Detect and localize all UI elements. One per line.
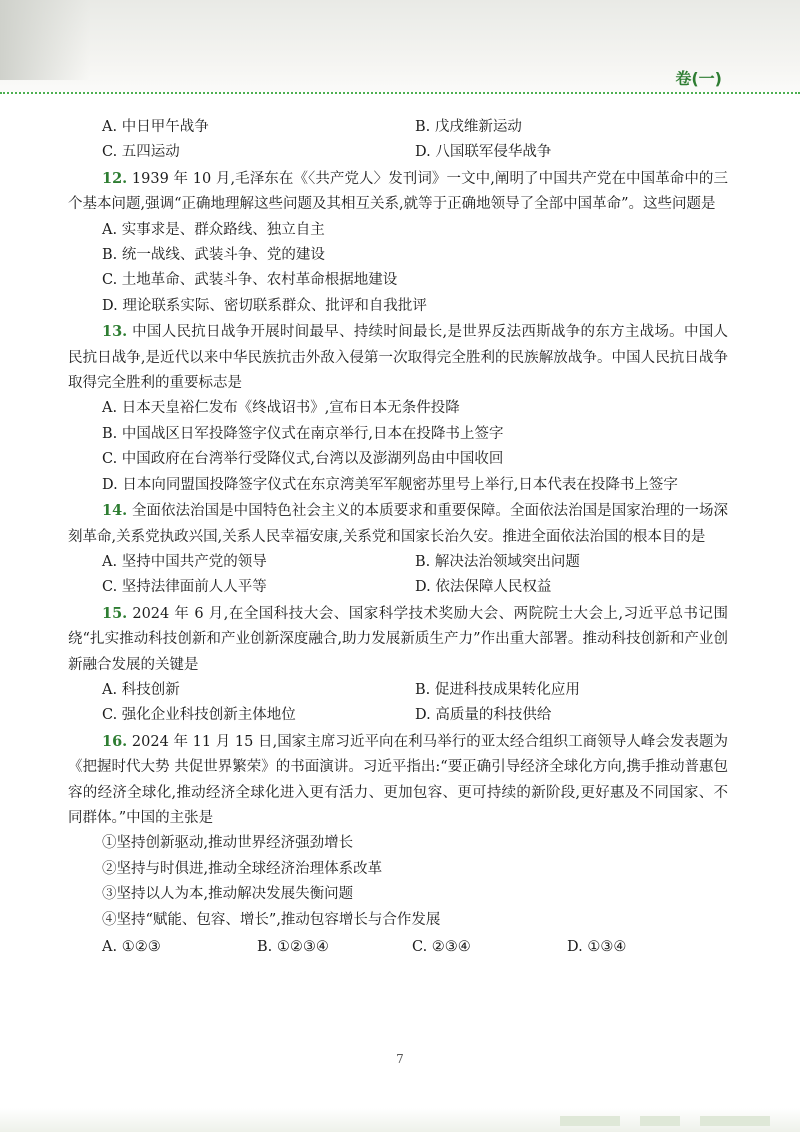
option-b[interactable]: B. 促进科技成果转化应用 <box>415 681 580 698</box>
option-d[interactable]: D. ①③④ <box>567 939 627 955</box>
option-d[interactable]: D. 依法保障人民权益 <box>415 579 552 596</box>
statement-3: ③坚持以人为本,推动解决发展失衡问题 <box>102 886 354 903</box>
option-b[interactable]: B. 统一战线、武装斗争、党的建设 <box>102 247 325 264</box>
option-a[interactable]: A. 科技创新 <box>102 681 180 698</box>
option-c[interactable]: C. 土地革命、武装斗争、农村革命根据地建设 <box>102 272 398 289</box>
option-b[interactable]: B. 戊戌维新运动 <box>415 119 522 135</box>
question-13 <box>68 319 728 498</box>
prev-question-options <box>68 115 728 166</box>
scan-artifact <box>700 1116 770 1126</box>
scan-footer-band <box>0 1108 800 1132</box>
question-number: 15. <box>102 604 128 622</box>
option-a[interactable]: A. ①②③ <box>102 939 161 955</box>
question-stem: 全面依法治国是中国特色社会主义的本质要求和重要保障。全面依法治国是国家治理的一场深刻革命,关系党执政兴国,关系人民幸福安康,关系党和国家长治久安。推进全面依法治国的根本目的是 <box>68 503 729 545</box>
question-12 <box>68 166 728 319</box>
scan-artifact <box>560 1116 620 1126</box>
option-b[interactable]: B. 解决法治领域突出问题 <box>415 553 580 570</box>
question-stem: 2024 年 11 月 15 日,国家主席习近平向在利马举行的亚太经合组织工商领导人峰会发表题为《把握时代大势 共促世界繁荣》的书面演讲。习近平指出:“要正确引导经济全球化方向,携手推动普惠包容的经济全球化,推动经济全球化进入更有活力、更加包容、更可持续的新阶段,更好惠及不同国家、不同群体。”中国的主张是 <box>68 733 728 826</box>
option-c[interactable]: C. 中国政府在台湾举行受降仪式,台湾以及澎湖列岛由中国收回 <box>102 451 504 468</box>
question-number: 13. <box>102 323 128 341</box>
option-a[interactable]: A. 实事求是、群众路线、独立自主 <box>102 221 325 238</box>
option-b[interactable]: B. ①②③④ <box>257 939 329 955</box>
statement-4: ④坚持“赋能、包容、增长”,推动包容增长与合作发展 <box>102 911 441 928</box>
header-divider <box>0 92 800 94</box>
option-c[interactable]: C. 强化企业科技创新主体地位 <box>102 707 296 724</box>
option-b[interactable]: B. 中国战区日军投降签字仪式在南京举行,日本在投降书上签字 <box>102 425 504 442</box>
question-14 <box>68 498 728 601</box>
question-number: 14. <box>102 502 128 520</box>
page-content <box>68 115 728 960</box>
option-d[interactable]: D. 高质量的科技供给 <box>415 707 552 724</box>
option-c[interactable]: C. 五四运动 <box>102 144 180 161</box>
option-c[interactable]: C. 坚持法律面前人人平等 <box>102 579 267 596</box>
scan-artifact <box>640 1116 680 1126</box>
question-number: 12. <box>102 169 128 187</box>
option-a[interactable]: A. 日本天皇裕仁发布《终战诏书》,宣布日本无条件投降 <box>102 400 460 417</box>
question-15 <box>68 601 728 729</box>
option-d[interactable]: D. 八国联军侵华战争 <box>415 144 552 161</box>
statement-1: ①坚持创新驱动,推动世界经济强劲增长 <box>102 835 354 852</box>
question-stem: 1939 年 10 月,毛泽东在《〈共产党人〉发刊词》一文中,阐明了中国共产党在中国革命中的三个基本问题,强调“正确地理解这些问题及其相互关系,就等于正确地领导了全部中国革命”。这些问题是 <box>68 170 728 213</box>
section-label: 卷(一) <box>675 69 722 88</box>
question-number: 16. <box>102 732 128 750</box>
page-number: 7 <box>396 1052 404 1066</box>
question-stem: 2024 年 6 月,在全国科技大会、国家科学技术奖励大会、两院院士大会上,习近平总书记围绕“扎实推动科技创新和产业创新深度融合,助力发展新质生产力”作出重大部署。推动科技创新和产业创新融合发展的关键是 <box>68 605 729 673</box>
statement-2: ②坚持与时俱进,推动全球经济治理体系改革 <box>102 860 383 877</box>
option-d[interactable]: D. 日本向同盟国投降签字仪式在东京湾美军军舰密苏里号上举行,日本代表在投降书上签字 <box>102 476 678 493</box>
question-16 <box>68 729 728 961</box>
option-c[interactable]: C. ②③④ <box>412 939 471 955</box>
option-a[interactable]: A. 坚持中国共产党的领导 <box>102 553 267 570</box>
option-d[interactable]: D. 理论联系实际、密切联系群众、批评和自我批评 <box>102 297 427 314</box>
option-a[interactable]: A. 中日甲午战争 <box>102 119 209 135</box>
scan-shadow <box>0 0 90 80</box>
question-stem: 中国人民抗日战争开展时间最早、持续时间最长,是世界反法西斯战争的东方主战场。中国人民抗日战争,是近代以来中华民族抗击外敌入侵第一次取得完全胜利的民族解放战争。中国人民抗日战争取得完全胜利的重要标志是 <box>68 324 729 392</box>
